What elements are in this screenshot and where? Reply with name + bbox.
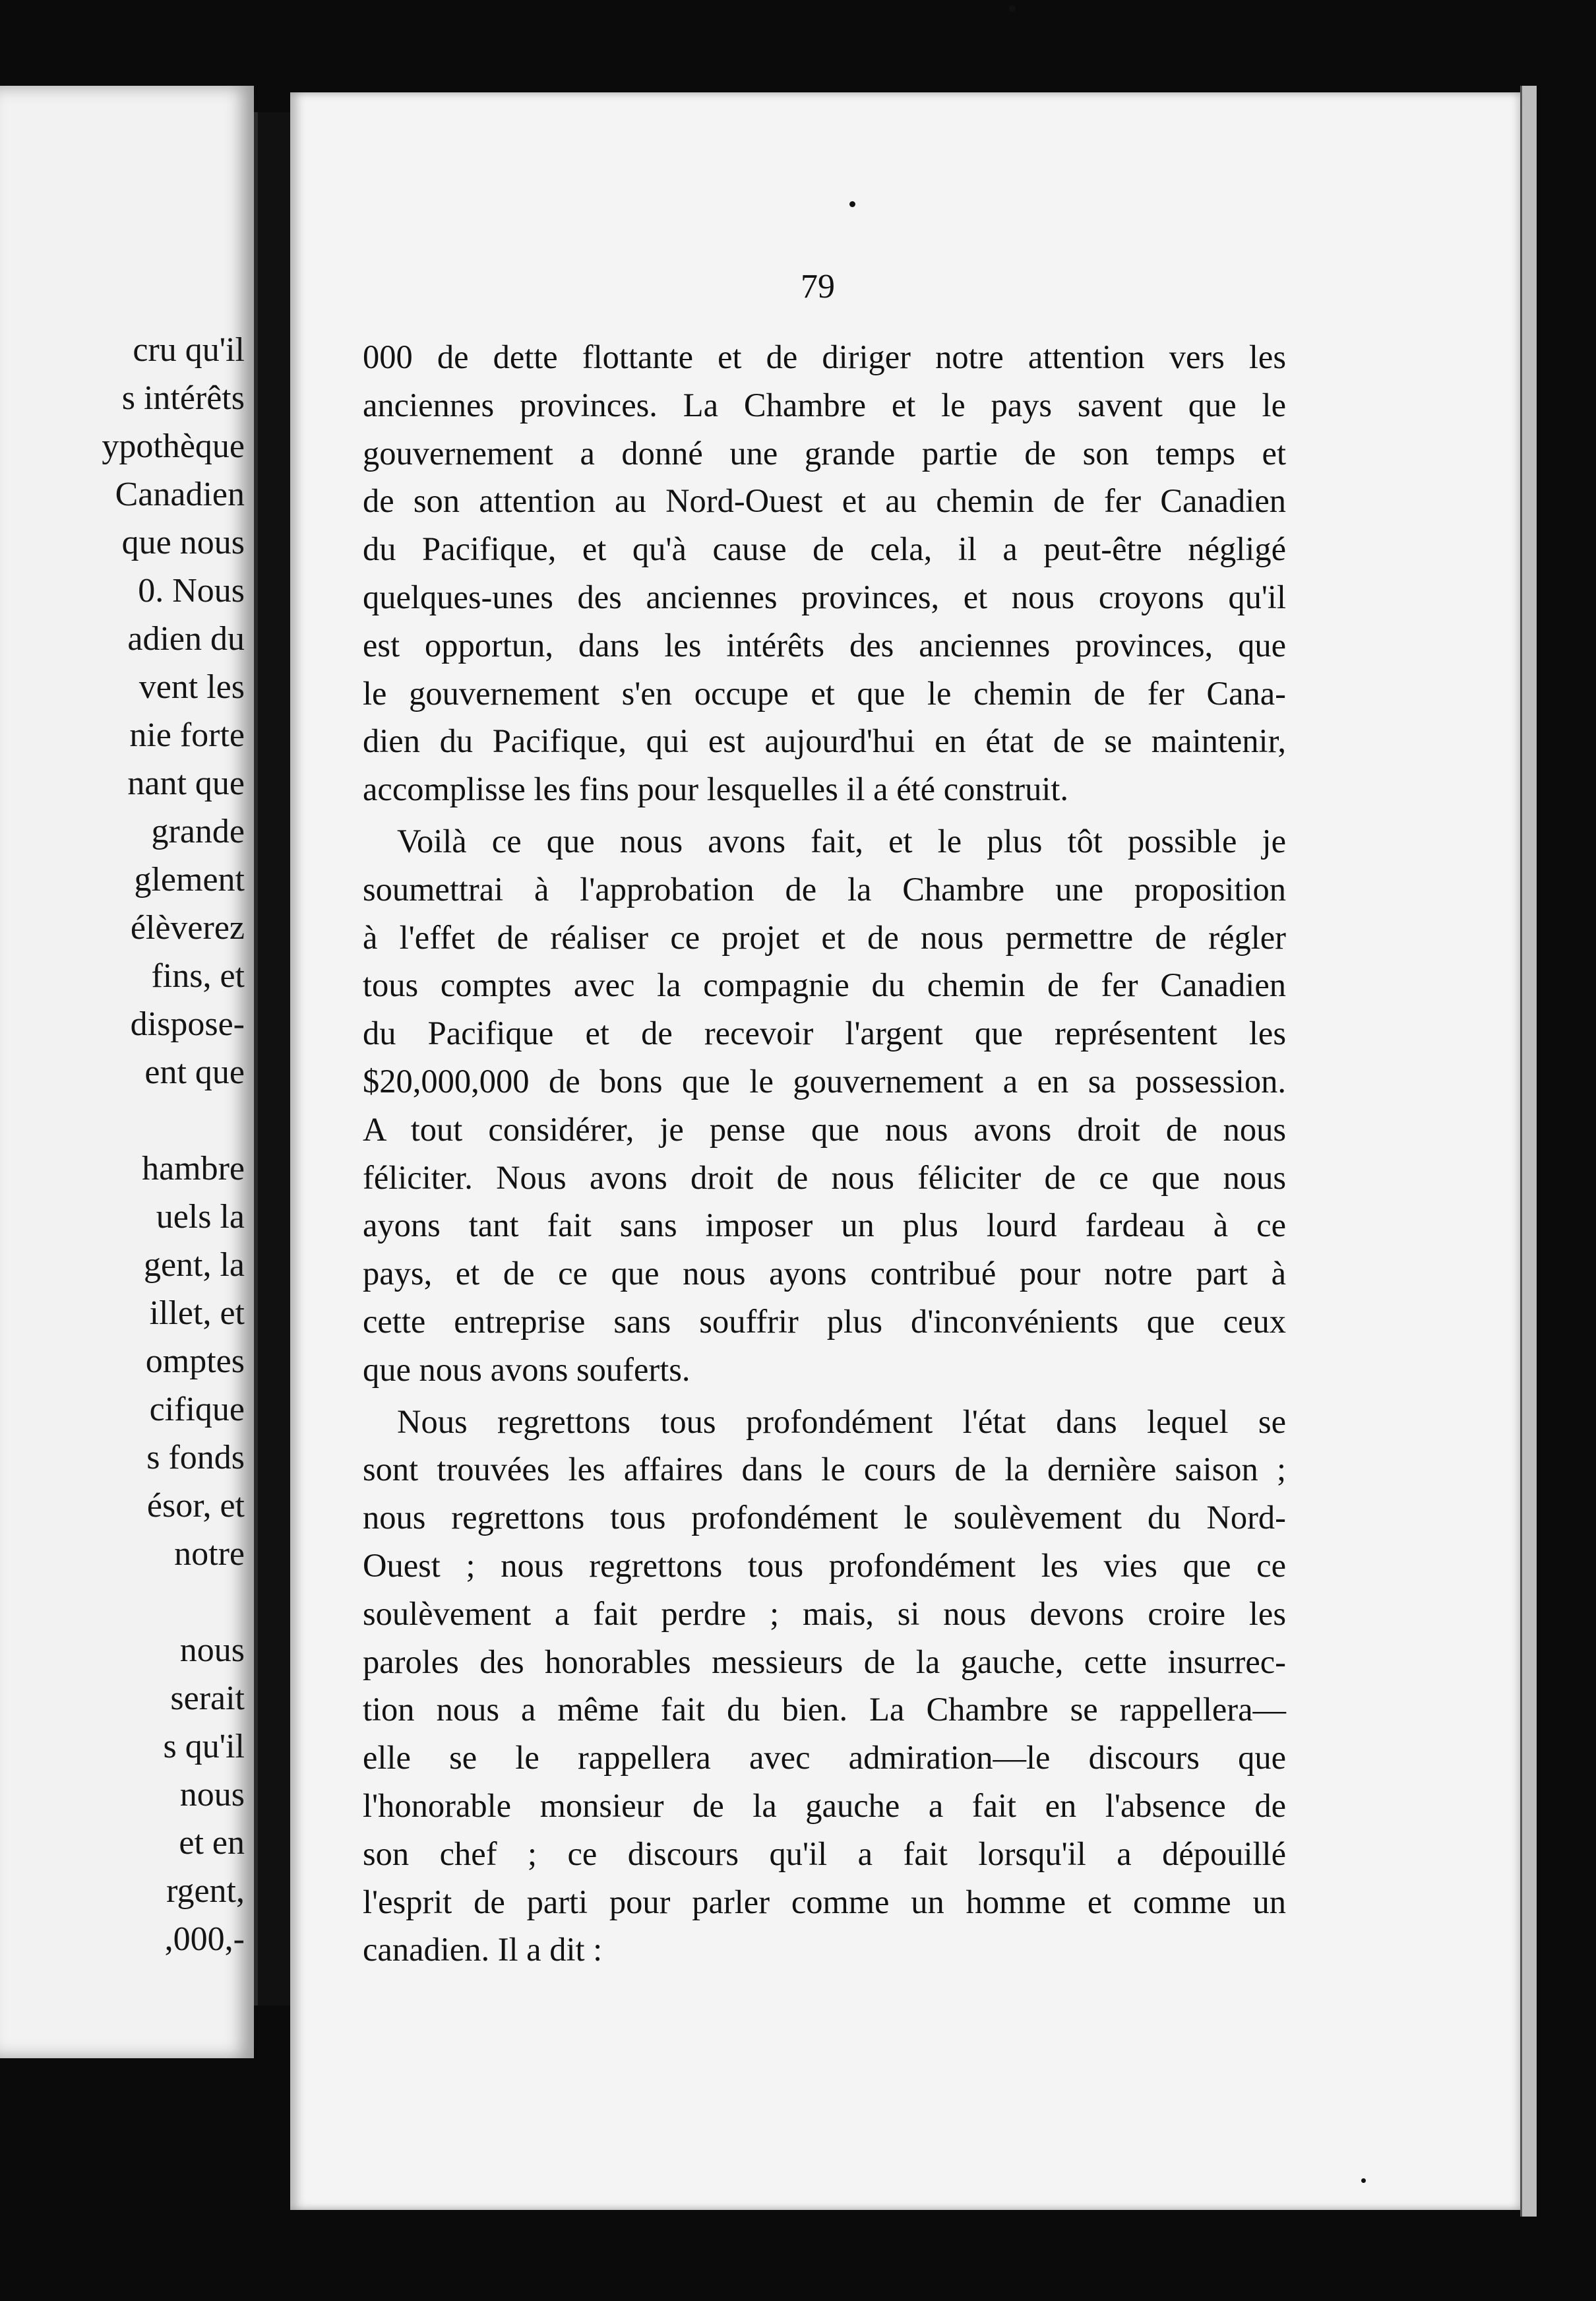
previous-page-line: s qu'il [163,1728,245,1765]
dust-speck [1361,2178,1366,2183]
previous-page-line: élèverez [130,909,245,947]
previous-page-line: fins, et [151,957,245,995]
book-gutter [254,112,294,2005]
text-line: cette entreprise sans souffrir plus d'inconvénients que ceux [363,1302,1286,1340]
text-line: quelques-unes des anciennes provinces, et nous croyons qu'il [363,578,1286,615]
previous-page-line: que nous [121,524,245,561]
text-line: l'esprit de parti pour parler comme un homme et comme un [363,1883,1286,1920]
previous-page-line: ent que [144,1054,245,1091]
text-line: tous comptes avec la compagnie du chemin de fer Canadien [363,966,1286,1004]
page-body-text [363,333,1286,1974]
previous-page-line: adien du [127,620,245,658]
previous-page-line: vent les [138,668,245,706]
text-line: sont trouvées les affaires dans le cours de la dernière saison ; [363,1451,1286,1488]
text-line: canadien. Il a dit : [363,1931,603,1969]
text-line: elle se le rappellera avec admiration—le discours que [363,1739,1286,1777]
paragraph [363,333,1286,813]
text-line: dien du Pacifique, qui est aujourd'hui en état de se maintenir, [363,722,1286,760]
previous-page-line: ésor, et [146,1487,245,1525]
text-line: gouvernement a donné une grande partie de son temps et [363,434,1286,472]
text-line: paroles des honorables messieurs de la gauche, cette insurrec- [363,1643,1286,1680]
previous-page-line: ,000,- [164,1920,245,1958]
text-line: l'honorable monsieur de la gauche a fait en l'absence de [363,1786,1286,1824]
text-line: son chef ; ce discours qu'il a fait lorsqu'il a dépouillé [363,1835,1286,1872]
previous-page-line: illet, et [149,1294,245,1332]
previous-page-line: ypothèque [102,427,245,465]
previous-page-line: cru qu'il [133,331,245,369]
previous-page-line: nous [179,1776,245,1813]
previous-page-line: 0. Nous [138,572,245,610]
dust-speck [1009,5,1016,12]
text-line: soulèvement a fait perdre ; mais, si nous devons croire les [363,1594,1286,1632]
text-line: anciennes provinces. La Chambre et le pays savent que le [363,386,1286,424]
text-line: accomplisse les fins pour lesquelles il a été construit. [363,771,1069,808]
previous-page-line: rgent, [166,1872,245,1910]
text-line: Ouest ; nous regrettons tous profondément les vies que ce [363,1546,1286,1584]
text-line: est opportun, dans les intérêts des anciennes provinces, que [363,626,1286,664]
previous-page-line: Canadien [115,476,245,513]
text-line: que nous avons souferts. [363,1350,691,1388]
paragraph [363,817,1286,1394]
text-line: féliciter. Nous avons droit de nous féliciter de ce que nous [363,1158,1286,1196]
page-number: 79 [801,268,835,305]
previous-page-fragment [0,86,254,2058]
previous-page-line: s fonds [146,1439,245,1476]
text-line: 000 de dette flottante et de diriger notre attention vers les [363,338,1286,375]
previous-page-line: gent, la [143,1246,245,1284]
page-edge [1520,86,1537,2217]
previous-page-line: s intérêts [121,379,245,417]
text-line: tion nous a même fait du bien. La Chambre se rappellera— [363,1691,1286,1728]
text-line: soumettrai à l'approbation de la Chambre une proposition [363,870,1286,908]
previous-page-line: dispose- [130,1005,245,1043]
text-line: pays, et de ce que nous ayons contribué pour notre part à [363,1255,1286,1292]
text-line: nous regrettons tous profondément le soulèvement du Nord- [363,1499,1286,1536]
previous-page-line: notre [174,1535,245,1573]
previous-page-line: cifique [149,1391,245,1428]
text-line: de son attention au Nord-Ouest et au chemin de fer Canadien [363,482,1286,520]
text-line: A tout considérer, je pense que nous avons droit de nous [363,1110,1286,1148]
text-line: ayons tant fait sans imposer un plus lourd fardeau à ce [363,1207,1286,1244]
previous-page-line: grande [151,813,245,850]
previous-page-line: serait [170,1680,245,1717]
previous-page-line: et en [179,1824,245,1862]
paragraph [363,1398,1286,1974]
text-line: à l'effet de réaliser ce projet et de nous permettre de régler [363,918,1286,956]
text-line: le gouvernement s'en occupe et que le chemin de fer Cana- [363,674,1286,712]
previous-page-line: nant que [127,765,245,802]
previous-page-line: nie forte [129,716,245,754]
text-line: Nous regrettons tous profondément l'état dans lequel se [397,1403,1286,1440]
previous-page-line: hambre [142,1150,245,1187]
previous-page-line: nous [179,1631,245,1669]
previous-page-line: glement [134,861,245,898]
previous-page-line: omptes [145,1342,245,1380]
previous-page-line: uels la [156,1198,245,1236]
text-line: $20,000,000 de bons que le gouvernement a en sa possession. [363,1062,1286,1100]
text-line: Voilà ce que nous avons fait, et le plus tôt possible je [397,822,1286,860]
text-line: du Pacifique et de recevoir l'argent que représentent les [363,1015,1286,1052]
dust-speck [849,201,855,207]
text-line: du Pacifique, et qu'à cause de cela, il a peut-être négligé [363,530,1286,568]
